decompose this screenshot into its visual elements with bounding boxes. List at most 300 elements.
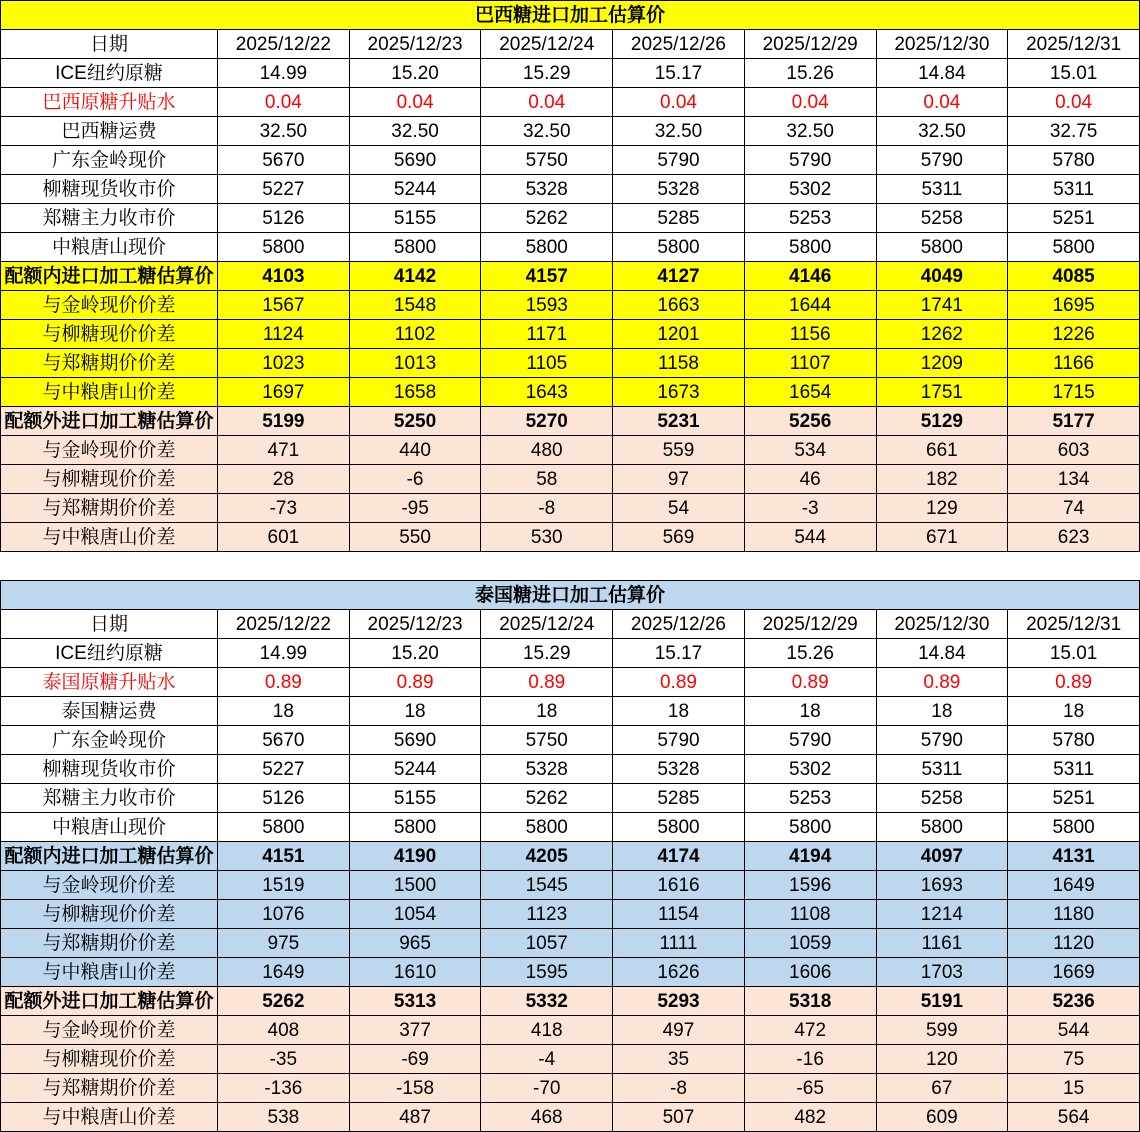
table-row (1, 407, 1140, 436)
value-cell: 5318 (744, 987, 876, 1016)
value-cell: 5800 (349, 233, 481, 262)
value-cell: 4127 (613, 262, 745, 291)
date-header-cell: 2025/12/22 (218, 610, 350, 639)
value-cell: 18 (744, 697, 876, 726)
value-cell: 468 (481, 1103, 613, 1132)
value-cell: 5262 (481, 204, 613, 233)
value-cell: 5253 (744, 784, 876, 813)
value-cell: 1120 (1008, 929, 1140, 958)
date-header-cell: 2025/12/23 (349, 610, 481, 639)
date-header-cell: 2025/12/23 (349, 30, 481, 59)
value-cell: 5313 (349, 987, 481, 1016)
value-cell: 5800 (218, 233, 350, 262)
value-cell: 4190 (349, 842, 481, 871)
table-row (1, 494, 1140, 523)
value-cell: 1673 (613, 378, 745, 407)
value-cell: 1751 (876, 378, 1008, 407)
value-cell: 4097 (876, 842, 1008, 871)
value-cell: 1741 (876, 291, 1008, 320)
value-cell: 5302 (744, 175, 876, 204)
table-row (1, 668, 1140, 697)
value-cell: 32.50 (481, 117, 613, 146)
value-cell: 5800 (744, 813, 876, 842)
table-row (1, 349, 1140, 378)
value-cell: 5285 (613, 204, 745, 233)
value-cell: 1057 (481, 929, 613, 958)
value-cell: 5790 (744, 726, 876, 755)
value-cell: 5800 (218, 813, 350, 842)
value-cell: 5293 (613, 987, 745, 1016)
row-label: 配额外进口加工糖估算价 (1, 407, 218, 436)
value-cell: 129 (876, 494, 1008, 523)
value-cell: 1649 (218, 958, 350, 987)
value-cell: 14.84 (876, 59, 1008, 88)
row-label: ICE纽约原糖 (1, 639, 218, 668)
table-row (1, 233, 1140, 262)
value-cell: -65 (744, 1074, 876, 1103)
value-cell: 4151 (218, 842, 350, 871)
value-cell: 5199 (218, 407, 350, 436)
value-cell: 5262 (218, 987, 350, 1016)
value-cell: 5250 (349, 407, 481, 436)
row-label: 与金岭现价价差 (1, 871, 218, 900)
value-cell: 569 (613, 523, 745, 552)
value-cell: 1107 (744, 349, 876, 378)
table-row (1, 291, 1140, 320)
value-cell: 5256 (744, 407, 876, 436)
value-cell: 1626 (613, 958, 745, 987)
value-cell: 134 (1008, 465, 1140, 494)
value-cell: 377 (349, 1016, 481, 1045)
row-label: 与金岭现价价差 (1, 436, 218, 465)
table-row (1, 958, 1140, 987)
value-cell: 1593 (481, 291, 613, 320)
value-cell: 5800 (349, 813, 481, 842)
value-cell: 97 (613, 465, 745, 494)
row-label: 与中粮唐山价差 (1, 378, 218, 407)
value-cell: 538 (218, 1103, 350, 1132)
value-cell: 5126 (218, 204, 350, 233)
value-cell: 15 (1008, 1074, 1140, 1103)
value-cell: 5311 (876, 175, 1008, 204)
table-row (1, 1016, 1140, 1045)
row-label: 与中粮唐山价差 (1, 958, 218, 987)
table-row (1, 88, 1140, 117)
value-cell: 5790 (744, 146, 876, 175)
table-row (1, 784, 1140, 813)
value-cell: 1161 (876, 929, 1008, 958)
value-cell: 1166 (1008, 349, 1140, 378)
value-cell: 4157 (481, 262, 613, 291)
value-cell: 1548 (349, 291, 481, 320)
date-header-row (1, 610, 1140, 639)
value-cell: -35 (218, 1045, 350, 1074)
value-cell: 5227 (218, 755, 350, 784)
value-cell: 0.89 (876, 668, 1008, 697)
value-cell: 418 (481, 1016, 613, 1045)
value-cell: 1654 (744, 378, 876, 407)
value-cell: 1715 (1008, 378, 1140, 407)
value-cell: -16 (744, 1045, 876, 1074)
value-cell: 15.26 (744, 59, 876, 88)
date-header-cell: 2025/12/22 (218, 30, 350, 59)
value-cell: 5177 (1008, 407, 1140, 436)
value-cell: -136 (218, 1074, 350, 1103)
value-cell: 32.50 (744, 117, 876, 146)
value-cell: 5800 (613, 233, 745, 262)
value-cell: 0.04 (613, 88, 745, 117)
date-header-cell: 2025/12/29 (744, 30, 876, 59)
value-cell: 1111 (613, 929, 745, 958)
value-cell: 182 (876, 465, 1008, 494)
value-cell: 603 (1008, 436, 1140, 465)
value-cell: 0.04 (218, 88, 350, 117)
table-row (1, 697, 1140, 726)
row-label: 泰国糖运费 (1, 697, 218, 726)
value-cell: 32.50 (613, 117, 745, 146)
row-label: 巴西糖运费 (1, 117, 218, 146)
table-row (1, 755, 1140, 784)
table-row (1, 929, 1140, 958)
value-cell: 1644 (744, 291, 876, 320)
value-cell: 661 (876, 436, 1008, 465)
value-cell: 0.89 (481, 668, 613, 697)
date-header-label: 日期 (1, 30, 218, 59)
date-header-cell: 2025/12/24 (481, 610, 613, 639)
value-cell: 487 (349, 1103, 481, 1132)
value-cell: 5800 (1008, 813, 1140, 842)
value-cell: 471 (218, 436, 350, 465)
value-cell: 5800 (481, 813, 613, 842)
table-row (1, 320, 1140, 349)
value-cell: 5800 (744, 233, 876, 262)
value-cell: 1669 (1008, 958, 1140, 987)
value-cell: 1519 (218, 871, 350, 900)
value-cell: 0.04 (1008, 88, 1140, 117)
value-cell: 15.17 (613, 639, 745, 668)
row-label: ICE纽约原糖 (1, 59, 218, 88)
table-row (1, 117, 1140, 146)
table-row (1, 871, 1140, 900)
table-row (1, 842, 1140, 871)
value-cell: 4142 (349, 262, 481, 291)
value-cell: 5800 (613, 813, 745, 842)
table-row (1, 900, 1140, 929)
value-cell: 5262 (481, 784, 613, 813)
table-row (1, 1103, 1140, 1132)
date-header-cell: 2025/12/30 (876, 610, 1008, 639)
value-cell: 1262 (876, 320, 1008, 349)
table-row (1, 987, 1140, 1016)
value-cell: 5790 (876, 726, 1008, 755)
table-row (1, 436, 1140, 465)
value-cell: 472 (744, 1016, 876, 1045)
value-cell: 28 (218, 465, 350, 494)
value-cell: 0.89 (744, 668, 876, 697)
value-cell: 5258 (876, 204, 1008, 233)
value-cell: 1610 (349, 958, 481, 987)
value-cell: 5244 (349, 755, 481, 784)
table-title: 泰国糖进口加工估算价 (1, 581, 1140, 610)
value-cell: 1214 (876, 900, 1008, 929)
value-cell: 14.99 (218, 59, 350, 88)
value-cell: 5750 (481, 146, 613, 175)
value-cell: 5285 (613, 784, 745, 813)
value-cell: 58 (481, 465, 613, 494)
value-cell: 5155 (349, 204, 481, 233)
row-label: 与中粮唐山价差 (1, 523, 218, 552)
value-cell: 440 (349, 436, 481, 465)
value-cell: 18 (1008, 697, 1140, 726)
value-cell: -4 (481, 1045, 613, 1074)
value-cell: 1606 (744, 958, 876, 987)
date-header-label: 日期 (1, 610, 218, 639)
value-cell: 15.20 (349, 59, 481, 88)
value-cell: 534 (744, 436, 876, 465)
value-cell: 1102 (349, 320, 481, 349)
value-cell: 15.01 (1008, 59, 1140, 88)
table-row (1, 813, 1140, 842)
table-row (1, 1074, 1140, 1103)
value-cell: 32.50 (218, 117, 350, 146)
value-cell: 5670 (218, 726, 350, 755)
value-cell: 5270 (481, 407, 613, 436)
value-cell: 5311 (876, 755, 1008, 784)
value-cell: 4174 (613, 842, 745, 871)
table-row (1, 59, 1140, 88)
value-cell: -8 (613, 1074, 745, 1103)
value-cell: 1158 (613, 349, 745, 378)
value-cell: 1643 (481, 378, 613, 407)
row-label: 与中粮唐山价差 (1, 1103, 218, 1132)
value-cell: 5302 (744, 755, 876, 784)
value-cell: 5780 (1008, 146, 1140, 175)
value-cell: 5251 (1008, 784, 1140, 813)
row-label: 与郑糖期价价差 (1, 494, 218, 523)
row-label: 柳糖现货收市价 (1, 755, 218, 784)
row-label: 与柳糖现价价差 (1, 320, 218, 349)
value-cell: 74 (1008, 494, 1140, 523)
value-cell: 1703 (876, 958, 1008, 987)
value-cell: 0.89 (1008, 668, 1140, 697)
value-cell: 1201 (613, 320, 745, 349)
value-cell: 559 (613, 436, 745, 465)
date-header-cell: 2025/12/30 (876, 30, 1008, 59)
value-cell: 0.04 (876, 88, 1008, 117)
row-label: 中粮唐山现价 (1, 233, 218, 262)
value-cell: 1658 (349, 378, 481, 407)
value-cell: 5790 (613, 726, 745, 755)
value-cell: 1054 (349, 900, 481, 929)
value-cell: 32.50 (349, 117, 481, 146)
table-title-row (1, 581, 1140, 610)
value-cell: 18 (349, 697, 481, 726)
row-label: 配额外进口加工糖估算价 (1, 987, 218, 1016)
value-cell: 609 (876, 1103, 1008, 1132)
value-cell: 18 (876, 697, 1008, 726)
value-cell: 480 (481, 436, 613, 465)
value-cell: 5800 (876, 813, 1008, 842)
table-row (1, 639, 1140, 668)
value-cell: 1105 (481, 349, 613, 378)
value-cell: 5800 (876, 233, 1008, 262)
value-cell: 5332 (481, 987, 613, 1016)
value-cell: 4103 (218, 262, 350, 291)
row-label: 广东金岭现价 (1, 726, 218, 755)
row-label: 与柳糖现价价差 (1, 900, 218, 929)
value-cell: 1695 (1008, 291, 1140, 320)
row-label: 配额内进口加工糖估算价 (1, 842, 218, 871)
table-row (1, 175, 1140, 204)
row-label: 与柳糖现价价差 (1, 1045, 218, 1074)
row-label: 泰国原糖升贴水 (1, 668, 218, 697)
row-label: 中粮唐山现价 (1, 813, 218, 842)
value-cell: 1595 (481, 958, 613, 987)
value-cell: 1180 (1008, 900, 1140, 929)
value-cell: 5251 (1008, 204, 1140, 233)
value-cell: 1663 (613, 291, 745, 320)
value-cell: -6 (349, 465, 481, 494)
value-cell: 15.29 (481, 59, 613, 88)
value-cell: 5800 (1008, 233, 1140, 262)
value-cell: 15.29 (481, 639, 613, 668)
value-cell: 5750 (481, 726, 613, 755)
value-cell: -158 (349, 1074, 481, 1103)
date-header-cell: 2025/12/31 (1008, 30, 1140, 59)
value-cell: 1567 (218, 291, 350, 320)
value-cell: 18 (218, 697, 350, 726)
value-cell: 5690 (349, 726, 481, 755)
table-row (1, 146, 1140, 175)
value-cell: 601 (218, 523, 350, 552)
value-cell: 5253 (744, 204, 876, 233)
row-label: 郑糖主力收市价 (1, 204, 218, 233)
value-cell: 0.89 (349, 668, 481, 697)
value-cell: 5328 (613, 755, 745, 784)
value-cell: 482 (744, 1103, 876, 1132)
table-row (1, 262, 1140, 291)
value-cell: -8 (481, 494, 613, 523)
value-cell: 46 (744, 465, 876, 494)
row-label: 与金岭现价价差 (1, 1016, 218, 1045)
table-title-row (1, 1, 1140, 30)
row-label: 与柳糖现价价差 (1, 465, 218, 494)
value-cell: 5670 (218, 146, 350, 175)
value-cell: 5328 (613, 175, 745, 204)
value-cell: 5236 (1008, 987, 1140, 1016)
value-cell: 5244 (349, 175, 481, 204)
value-cell: 544 (1008, 1016, 1140, 1045)
value-cell: 1545 (481, 871, 613, 900)
row-label: 与郑糖期价价差 (1, 929, 218, 958)
value-cell: 4194 (744, 842, 876, 871)
value-cell: 1156 (744, 320, 876, 349)
value-cell: 5231 (613, 407, 745, 436)
value-cell: 4146 (744, 262, 876, 291)
value-cell: -73 (218, 494, 350, 523)
table-row (1, 378, 1140, 407)
table-row (1, 726, 1140, 755)
thai-sugar-table (0, 580, 1140, 1132)
value-cell: 1059 (744, 929, 876, 958)
value-cell: 1023 (218, 349, 350, 378)
date-header-cell: 2025/12/26 (613, 610, 745, 639)
value-cell: 599 (876, 1016, 1008, 1045)
row-label: 配额内进口加工糖估算价 (1, 262, 218, 291)
value-cell: 4205 (481, 842, 613, 871)
value-cell: 965 (349, 929, 481, 958)
value-cell: -69 (349, 1045, 481, 1074)
value-cell: 1596 (744, 871, 876, 900)
value-cell: 623 (1008, 523, 1140, 552)
row-label: 与郑糖期价价差 (1, 349, 218, 378)
value-cell: 15.17 (613, 59, 745, 88)
date-header-cell: 2025/12/24 (481, 30, 613, 59)
value-cell: 5311 (1008, 755, 1140, 784)
value-cell: 1500 (349, 871, 481, 900)
value-cell: 671 (876, 523, 1008, 552)
date-header-row (1, 30, 1140, 59)
date-header-cell: 2025/12/26 (613, 30, 745, 59)
value-cell: 5800 (481, 233, 613, 262)
date-header-cell: 2025/12/29 (744, 610, 876, 639)
value-cell: 497 (613, 1016, 745, 1045)
value-cell: 564 (1008, 1103, 1140, 1132)
value-cell: 54 (613, 494, 745, 523)
value-cell: 408 (218, 1016, 350, 1045)
value-cell: 5780 (1008, 726, 1140, 755)
table-row (1, 523, 1140, 552)
value-cell: 1013 (349, 349, 481, 378)
value-cell: 15.01 (1008, 639, 1140, 668)
value-cell: 1108 (744, 900, 876, 929)
row-label: 与郑糖期价价差 (1, 1074, 218, 1103)
value-cell: -95 (349, 494, 481, 523)
value-cell: 5790 (613, 146, 745, 175)
value-cell: 1616 (613, 871, 745, 900)
value-cell: 75 (1008, 1045, 1140, 1074)
value-cell: 0.04 (349, 88, 481, 117)
value-cell: 5191 (876, 987, 1008, 1016)
value-cell: 1697 (218, 378, 350, 407)
value-cell: 1649 (1008, 871, 1140, 900)
value-cell: 5227 (218, 175, 350, 204)
value-cell: 18 (613, 697, 745, 726)
value-cell: 5155 (349, 784, 481, 813)
value-cell: -70 (481, 1074, 613, 1103)
value-cell: 5126 (218, 784, 350, 813)
value-cell: 5790 (876, 146, 1008, 175)
value-cell: 5129 (876, 407, 1008, 436)
value-cell: 35 (613, 1045, 745, 1074)
row-label: 柳糖现货收市价 (1, 175, 218, 204)
value-cell: 0.04 (481, 88, 613, 117)
value-cell: 1076 (218, 900, 350, 929)
value-cell: 1226 (1008, 320, 1140, 349)
value-cell: 5258 (876, 784, 1008, 813)
value-cell: 530 (481, 523, 613, 552)
value-cell: 1123 (481, 900, 613, 929)
value-cell: 1171 (481, 320, 613, 349)
table-row (1, 1045, 1140, 1074)
value-cell: 120 (876, 1045, 1008, 1074)
value-cell: 5690 (349, 146, 481, 175)
row-label: 郑糖主力收市价 (1, 784, 218, 813)
value-cell: 544 (744, 523, 876, 552)
row-label: 与金岭现价价差 (1, 291, 218, 320)
value-cell: 1209 (876, 349, 1008, 378)
value-cell: 550 (349, 523, 481, 552)
